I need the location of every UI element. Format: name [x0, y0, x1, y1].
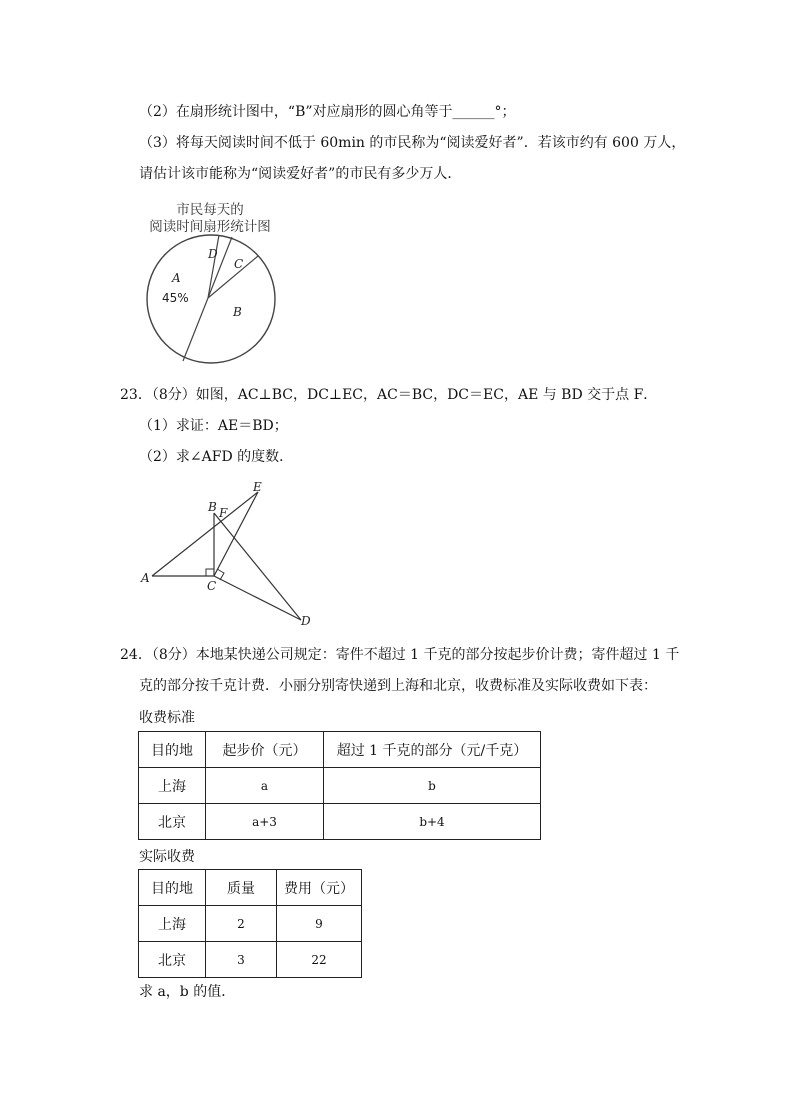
table1-cell: 上海 — [139, 768, 206, 804]
q23-stem: 23．（8分）如图，AC⊥BC，DC⊥EC，AC＝BC，DC＝EC，AE 与 BD 交于点 F． — [120, 387, 658, 403]
pie-title-line1: 市民每天的 — [176, 202, 244, 218]
table2-cell: 3 — [206, 942, 277, 978]
table2-header-cell: 质量 — [206, 870, 277, 906]
pie-slice-b-label: B — [233, 305, 242, 319]
geometry-figure — [138, 478, 328, 628]
table1-header-cell: 超过 1 千克的部分（元/千克） — [324, 732, 541, 768]
point-b-label: B — [208, 500, 217, 514]
point-c-label: C — [207, 579, 217, 593]
point-d-label: D — [301, 614, 311, 628]
pie-slice-a-label: A — [172, 271, 181, 285]
point-a-label: A — [141, 571, 150, 585]
segment-ae — [152, 492, 258, 576]
pie-chart — [142, 232, 282, 372]
table1-header-cell: 起步价（元） — [206, 732, 324, 768]
table-row — [139, 768, 541, 804]
table2-header-cell: 费用（元） — [277, 870, 362, 906]
q23-part1: （1）求证：AE＝BD； — [139, 418, 288, 434]
pie-slice-d-label: D — [208, 247, 218, 261]
point-e-label: E — [253, 480, 262, 494]
table-row — [139, 906, 362, 942]
q24-stem-line2: 克的部分按千克计费．小丽分别寄快递到上海和北京，收费标准及实际收费如下表： — [139, 678, 657, 694]
right-angle-acb — [206, 569, 214, 576]
q24-question: 求 a，b 的值． — [139, 984, 236, 1000]
table1-header-row — [139, 732, 541, 768]
segment-cd — [214, 576, 301, 620]
table1-cell: b — [324, 768, 541, 804]
q23-part2: （2）求∠AFD 的度数． — [139, 449, 294, 465]
pie-title — [140, 202, 280, 236]
segment-bd — [214, 513, 301, 620]
q24-stem-line1: 24．（8分）本地某快递公司规定：寄件不超过 1 千克的部分按起步价计费；寄件超过 1 千 — [120, 647, 680, 663]
segment-ce — [214, 492, 258, 576]
table1-cell: 北京 — [139, 804, 206, 840]
table2-cell: 2 — [206, 906, 277, 942]
q22-part2: （2）在扇形统计图中，“B”对应扇形的圆心角等于______°； — [139, 104, 516, 120]
pie-title-line2: 阅读时间扇形统计图 — [149, 219, 271, 235]
table-row — [139, 804, 541, 840]
table1-cell: b+4 — [324, 804, 541, 840]
table1-cell: a — [206, 768, 324, 804]
pie-slice-a-percent: 45% — [162, 291, 189, 305]
table2-header-cell: 目的地 — [139, 870, 206, 906]
table2-header-row — [139, 870, 362, 906]
table-row — [139, 942, 362, 978]
table1-header-cell: 目的地 — [139, 732, 206, 768]
table2-cell: 22 — [277, 942, 362, 978]
q22-part3-line2: 请估计该市能称为“阅读爱好者”的市民有多少万人． — [139, 166, 462, 182]
fee-standard-table — [138, 731, 541, 840]
table2-cell: 9 — [277, 906, 362, 942]
table2-caption: 实际收费 — [139, 849, 195, 865]
table2-cell: 北京 — [139, 942, 206, 978]
table2-cell: 上海 — [139, 906, 206, 942]
pie-slice-c-label: C — [234, 257, 244, 271]
actual-fee-table — [138, 869, 362, 978]
point-f-label: F — [219, 506, 228, 520]
q22-part3-line1: （3）将每天阅读时间不低于 60min 的市民称为“阅读爱好者”．若该市约有 600 万人， — [139, 135, 686, 151]
table1-caption: 收费标准 — [139, 710, 195, 726]
table1-cell: a+3 — [206, 804, 324, 840]
